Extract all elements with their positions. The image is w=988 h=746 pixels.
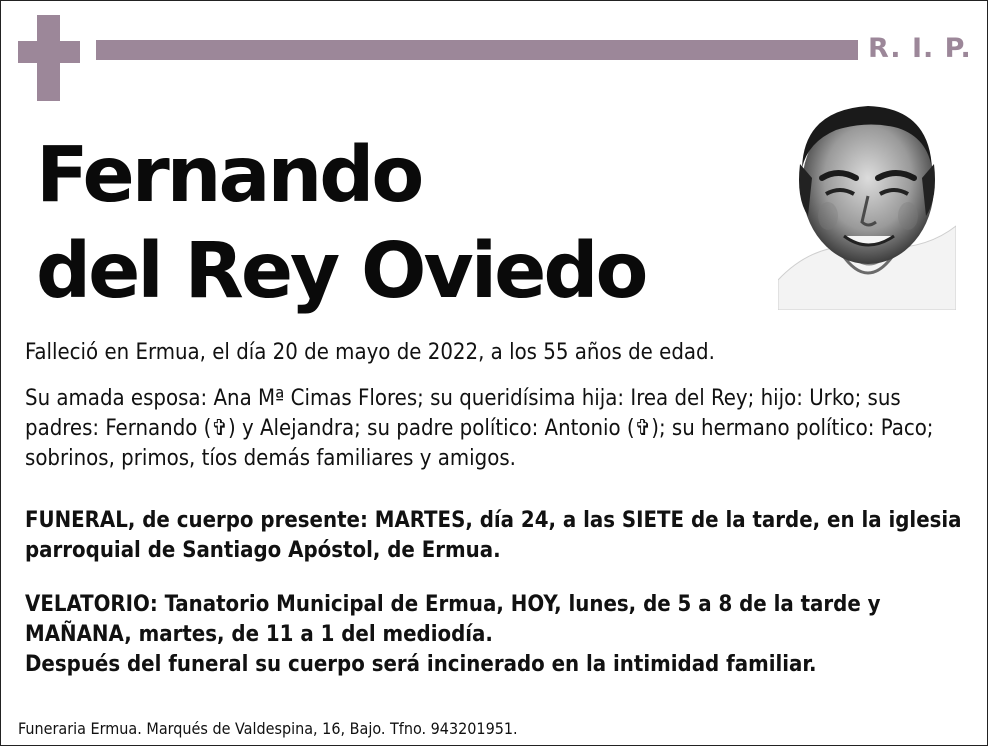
deceased-first-name: Fernando (36, 131, 422, 220)
cross-icon (18, 15, 80, 101)
rip-label: R. I. P. (868, 33, 972, 64)
wake-text: VELATORIO: Tanatorio Municipal de Ermua, HOY, lunes, de 5 a 8 de la tarde y MAÑANA, martes, de 11 a 1 del mediodía. (25, 592, 881, 647)
header-rule (96, 40, 858, 60)
cremation-text: Después del funeral su cuerpo será incinerado en la intimidad familiar. (25, 652, 817, 677)
death-paragraph: Falleció en Ermua, el día 20 de mayo de 2022, a los 55 años de edad. (25, 340, 715, 365)
wake-paragraph (25, 590, 965, 680)
deceased-surnames: del Rey Oviedo (36, 227, 646, 316)
family-paragraph: Su amada esposa: Ana Mª Cimas Flores; su queridísima hija: Irea del Rey; hijo: Urko; sus padres: Fernando (✞) y Alejandra; su padre político: Antonio (✞); su hermano político: Paco; sobrinos, primos, tíos demás familiares y amigos. (25, 386, 934, 471)
funeral-paragraph: FUNERAL, de cuerpo presente: MARTES, día 24, a las SIETE de la tarde, en la iglesia parroquial de Santiago Apóstol, de Ermua. (25, 508, 962, 563)
deceased-name (36, 128, 645, 320)
funeral-home-footer: Funeraria Ermua. Marqués de Valdespina, 16, Bajo. Tfno. 943201951. (18, 719, 518, 738)
portrait-photo (778, 98, 956, 310)
